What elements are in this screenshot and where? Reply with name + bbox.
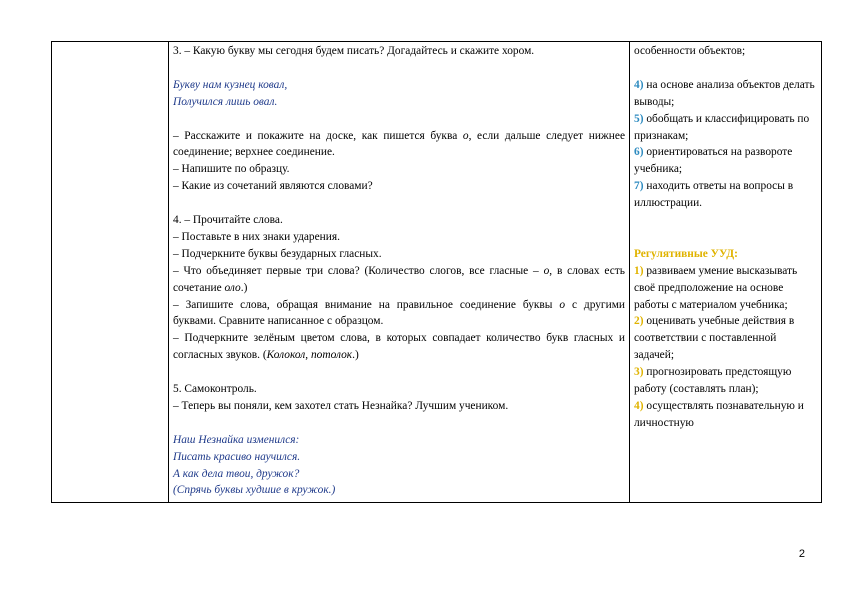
- item-number: 4): [634, 399, 644, 412]
- item-number: 4): [634, 78, 644, 91]
- task3-question-2: – Напишите по образцу.: [173, 163, 290, 176]
- task4-question-2: – Подчеркните буквы безударных гласных.: [173, 247, 382, 260]
- cognitive-continued-line: особенности объектов;: [634, 45, 746, 57]
- task3-title: 3. – Какую букву мы сегодня будем писать? Догадайтесь и скажите хором.: [173, 45, 535, 57]
- item-number: 2): [634, 315, 644, 328]
- table-row: [52, 42, 822, 503]
- regulatory-item: 4) осуществлять познавательную и личностную: [634, 399, 804, 429]
- task4-question-4: – Запишите слова, обращая внимание на правильное соединение буквы о с другими буквами. Сравните написанное с образцом.: [173, 298, 626, 328]
- poem-line-2: Писать красиво научился.: [173, 450, 301, 463]
- regulatory-item: 2) оценивать учебные действия в соответствии с поставленной задачей;: [634, 315, 795, 362]
- item-number: 1): [634, 264, 644, 277]
- task4-question-5: – Подчеркните зелёным цветом слова, в которых совпадает количество букв гласных и согласных звуков. (Колокол, потолок.): [173, 332, 625, 362]
- task5-title: 5. Самоконтроль.: [173, 383, 257, 396]
- task3-question-3: – Какие из сочетаний являются словами?: [173, 180, 373, 193]
- cognitive-item: 5) обобщать и классифицировать по признакам;: [634, 112, 810, 142]
- poem-line-1: Наш Незнайка изменился:: [173, 433, 300, 446]
- task4-question-1: – Поставьте в них знаки ударения.: [173, 230, 340, 243]
- regulatory-item: 3) прогнозировать предстоящую работу (составлять план);: [634, 366, 792, 396]
- item-number: 5): [634, 112, 644, 125]
- item-number: 6): [634, 146, 644, 159]
- task5-question-1: – Теперь вы поняли, кем захотел стать Незнайка? Лучшим учеником.: [173, 399, 509, 412]
- item-number: 3): [634, 366, 644, 379]
- lesson-plan-table: [51, 41, 822, 503]
- poem-line-4: (Спрячь буквы худшие в кружок.): [173, 484, 336, 497]
- teacher-activity-cell: [169, 42, 630, 503]
- task4-title: 4. – Прочитайте слова.: [173, 214, 283, 227]
- poem-line-3: А как дела твои, дружок?: [173, 467, 300, 480]
- task4-question-3: – Что объединяет первые три слова? (Количество слогов, все гласные – о, в словах есть сочетание оло.): [173, 264, 625, 294]
- regulatory-heading: Регулятивные УУД:: [634, 247, 738, 260]
- stage-column-cell: [52, 42, 169, 503]
- riddle-line-1: Букву нам кузнец ковал,: [173, 78, 288, 91]
- cognitive-item: 6) ориентироваться на развороте учебника;: [634, 146, 793, 176]
- item-number: 7): [634, 180, 644, 193]
- cognitive-item: 7) находить ответы на вопросы в иллюстрации.: [634, 180, 794, 210]
- uud-skills-cell: [630, 42, 822, 503]
- task3-question-1: – Расскажите и покажите на доске, как пишется буква о, если дальше следует нижнее соединение; верхнее соединение.: [173, 129, 626, 159]
- cognitive-item: 4) на основе анализа объектов делать выводы;: [634, 78, 815, 108]
- riddle-line-2: Получился лишь овал.: [173, 95, 278, 108]
- regulatory-item: 1) развиваем умение высказывать своё предположение на основе работы с материалом учебника;: [634, 264, 798, 311]
- page-number: 2: [798, 548, 805, 560]
